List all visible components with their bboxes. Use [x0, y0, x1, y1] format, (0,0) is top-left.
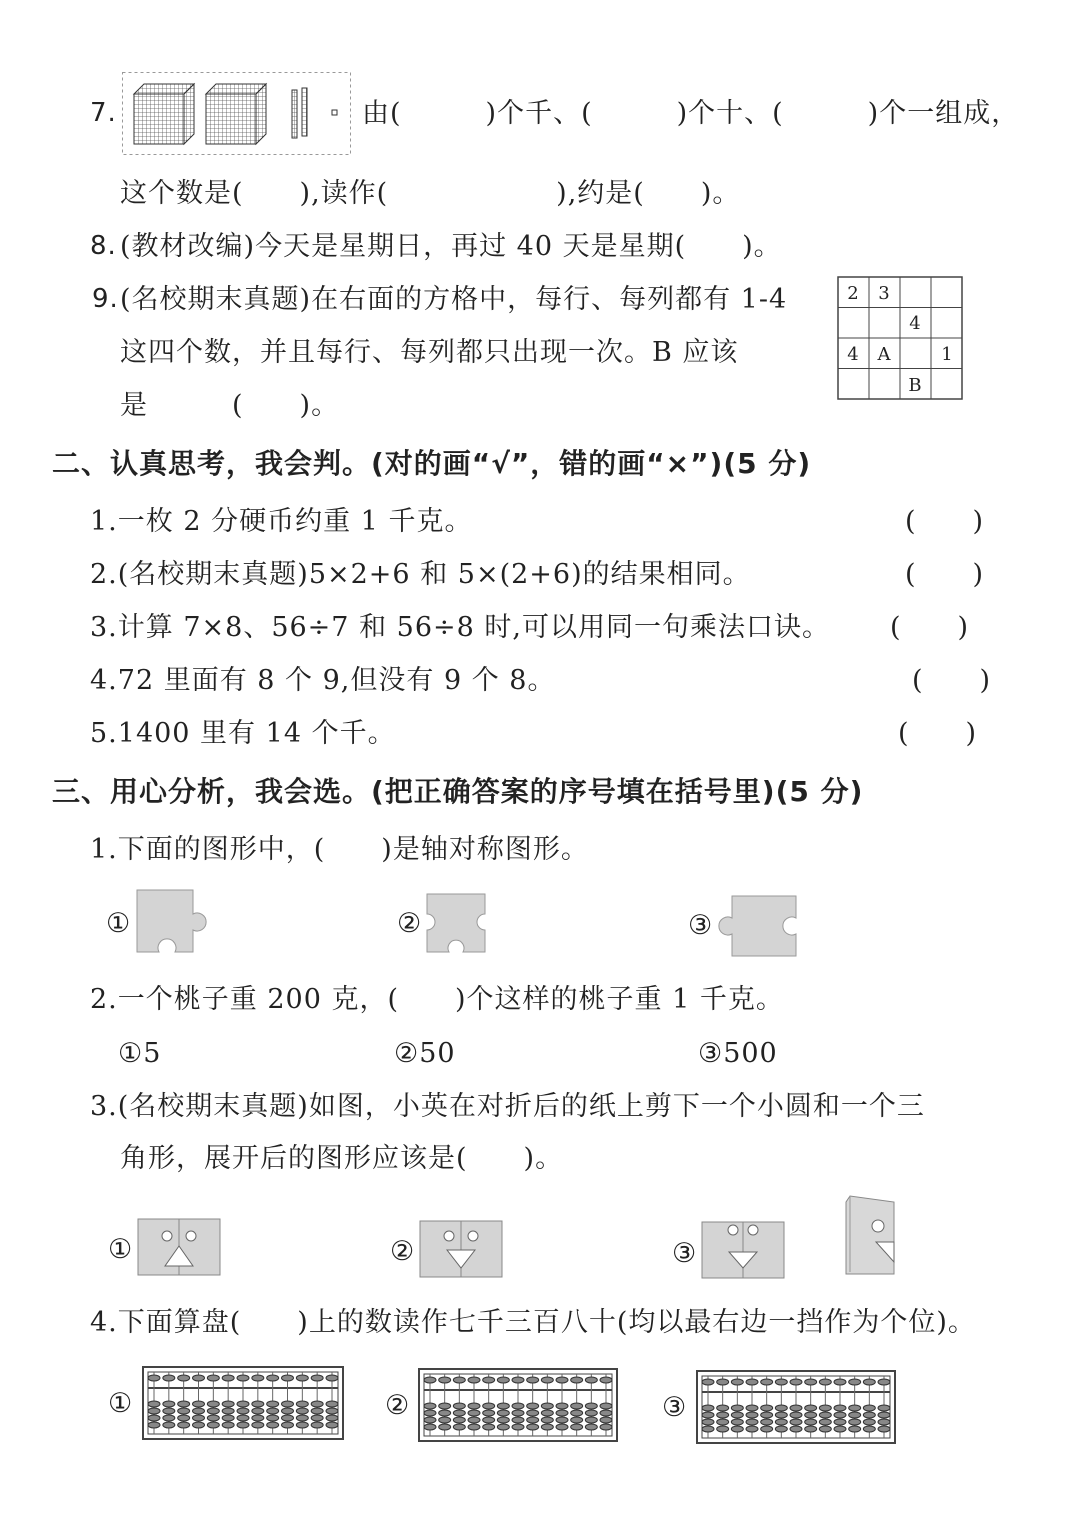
s3-q4-option1-label: ① — [108, 1388, 134, 1419]
s2-item4-paren: ( ) — [912, 665, 992, 696]
s3-q4-option3-label: ③ — [662, 1392, 688, 1423]
section3-title: 三、用心分析，我会选。(把正确答案的序号填在括号里)(5 分) — [52, 775, 864, 808]
puzzle-piece-2-image — [423, 892, 493, 958]
q7-line2: 这个数是( ),读作( ),约是( )。 — [120, 178, 741, 209]
s3-q2-option1: ①5 — [118, 1038, 162, 1069]
s2-item2-paren: ( ) — [905, 559, 985, 590]
s2-item3-paren: ( ) — [890, 612, 970, 643]
s2-item2-text: 2.(名校期末真题)5×2+6 和 5×(2+6)的结果相同。 — [90, 559, 751, 590]
grid-cell-r3c4: 1 — [941, 344, 953, 365]
q8-number: 8. — [90, 231, 117, 261]
folded-paper-image — [842, 1194, 900, 1280]
s3-q1-text: 1.下面的图形中，( )是轴对称图形。 — [90, 834, 589, 865]
base-ten-blocks-image — [122, 72, 352, 160]
q9-line2: 这四个数，并且每行、每列都只出现一次。B 应该 — [120, 337, 739, 368]
s3-q3-option3-label: ③ — [672, 1238, 698, 1269]
s3-q1-option1-label: ① — [106, 908, 132, 939]
s3-q3-option2-label: ② — [390, 1236, 416, 1267]
s2-item3-text: 3.计算 7×8、56÷7 和 56÷8 时,可以用同一句乘法口诀。 — [90, 612, 830, 643]
abacus-2-image — [418, 1368, 618, 1446]
s2-item4-text: 4.72 里面有 8 个 9,但没有 9 个 8。 — [90, 665, 556, 696]
sudoku-grid — [837, 276, 965, 406]
q7-number: 7. — [90, 98, 117, 128]
unfolded-paper-2-image — [419, 1220, 505, 1284]
q9-line3: 是 ( )。 — [120, 390, 340, 421]
abacus-1-image — [142, 1366, 344, 1444]
grid-cell-r1c1: 2 — [847, 283, 859, 304]
s3-q3-line1: 3.(名校期末真题)如图，小英在对折后的纸上剪下一个小圆和一个三 — [90, 1091, 925, 1122]
puzzle-piece-1-image — [135, 888, 215, 958]
s2-item5-text: 5.1400 里有 14 个千。 — [90, 718, 396, 749]
s2-item5-paren: ( ) — [898, 718, 978, 749]
s3-q2-option3: ③500 — [698, 1038, 778, 1069]
s3-q3-line2: 角形，展开后的图形应该是( )。 — [120, 1143, 564, 1174]
section2-title: 二、认真思考，我会判。(对的画“√”，错的画“×”)(5 分) — [52, 447, 812, 480]
s3-q2-option2: ②50 — [394, 1038, 456, 1069]
s3-q2-text: 2.一个桃子重 200 克，( )个这样的桃子重 1 千克。 — [90, 984, 784, 1015]
s3-q1-option2-label: ② — [397, 908, 423, 939]
s3-q4-option2-label: ② — [385, 1390, 411, 1421]
s3-q4-text: 4.下面算盘( )上的数读作七千三百八十(均以最右边一挡作为个位)。 — [90, 1307, 976, 1338]
q9-number: 9. — [92, 284, 119, 314]
s3-q3-option1-label: ① — [108, 1234, 134, 1265]
q9-line1: (名校期末真题)在右面的方格中，每行、每列都有 1-4 — [120, 284, 788, 315]
unfolded-paper-3-image — [701, 1220, 787, 1286]
s2-item1-text: 1.一枚 2 分硬币约重 1 千克。 — [90, 506, 473, 537]
puzzle-piece-3-image — [718, 894, 800, 962]
grid-cell-r3c2: A — [877, 344, 891, 365]
q7-line1: 由( )个千、( )个十、( )个一组成， — [362, 98, 1020, 129]
s2-item1-paren: ( ) — [905, 506, 985, 537]
q8-text: (教材改编)今天是星期日，再过 40 天是星期( )。 — [120, 231, 782, 262]
abacus-3-image — [696, 1370, 896, 1448]
unfolded-paper-1-image — [137, 1218, 223, 1282]
grid-cell-r4c3: B — [908, 375, 922, 396]
s3-q1-option3-label: ③ — [688, 910, 714, 941]
grid-cell-r1c2: 3 — [878, 283, 890, 304]
grid-cell-r3c1: 4 — [847, 344, 859, 365]
grid-cell-r2c3: 4 — [909, 313, 921, 334]
